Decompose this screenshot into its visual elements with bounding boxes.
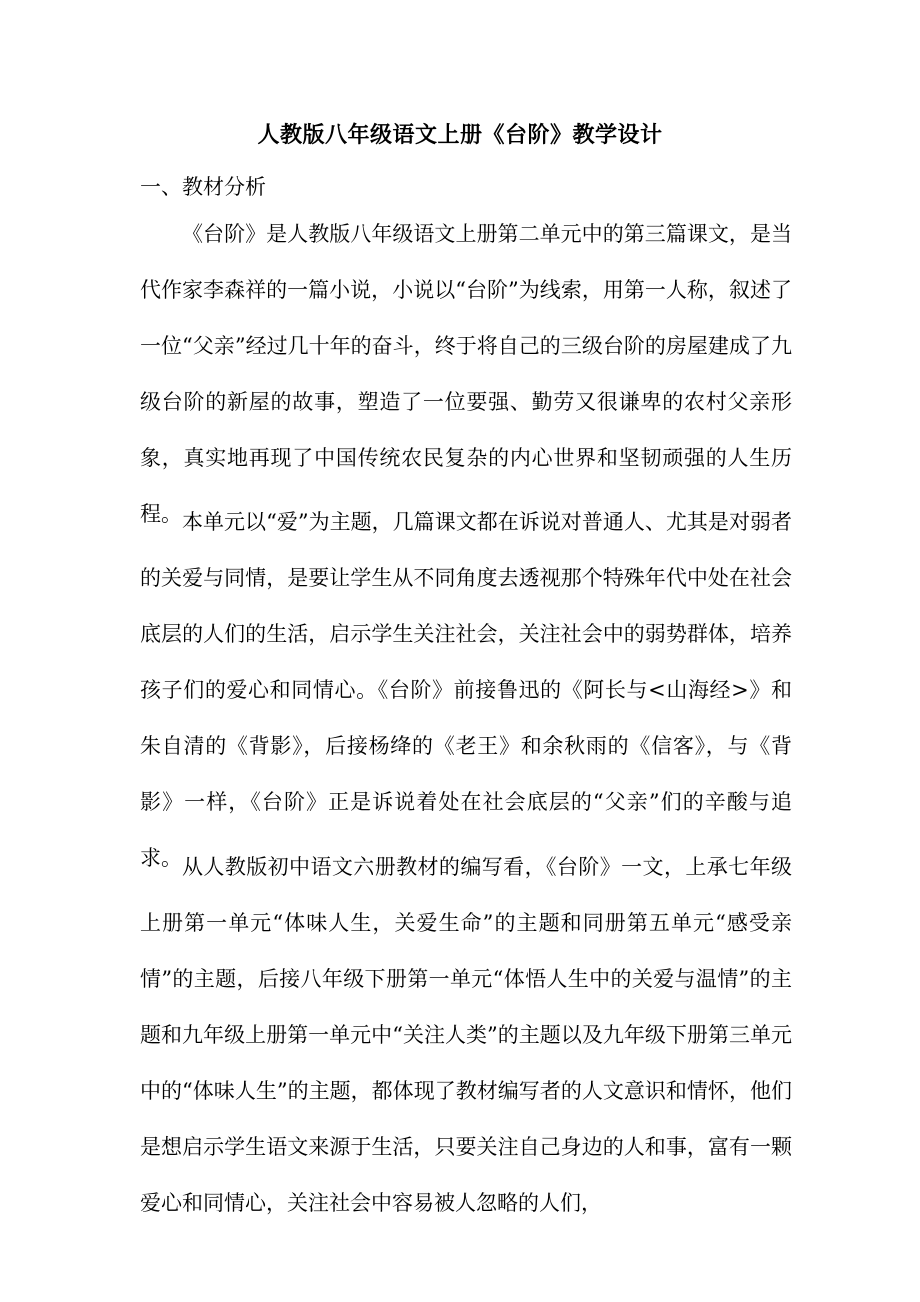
- document-title: 人教版八年级语文上册《台阶》教学设计: [257, 122, 663, 148]
- section-heading-textbook-analysis: 一、教材分析: [140, 175, 266, 199]
- body-paragraph-3: 从人教版初中语文六册教材的编写看，《台阶》一文，上承七年级上册第一单元“体味人生，关爱生命”的主题和同册第五单元“感受亲情”的主题，后接八年级下册第一单元“体悟人生中的关爱与温情”的主题和九年级上册第一单元中“关注人类”的主题以及九年级下册第三单元中的“体味人生”的主题，都体现了教材编写者的人文意识和情怀，他们是想启示学生语文来源于生活，只要关注自己身边的人和事，富有一颗爱心和同情心，关注社会中容易被人忽略的人们，: [140, 855, 792, 1215]
- body-paragraph-2: 本单元以“爱”为主题，几篇课文都在诉说对普通人、尤其是对弱者的关爱与同情，是要让学生从不同角度去透视那个特殊年代中处在社会底层的人们的生活，启示学生关注社会，关注社会中的弱势群体，培养孩子们的爱心和同情心。《台阶》前接鲁迅的《阿长与<山海经>》和朱自清的《背影》，后接杨绛的《老王》和余秋雨的《信客》，与《背影》一样，《台阶》正是诉说着处在社会底层的“父亲”们的辛酸与追求。: [140, 510, 792, 870]
- body-paragraph-1: 《台阶》是人教版八年级语文上册第二单元中的第三篇课文，是当代作家李森祥的一篇小说，小说以“台阶”为线索，用第一人称，叙述了一位“父亲”经过几十年的奋斗，终于将自己的三级台阶的房屋建成了九级台阶的新屋的故事，塑造了一位要强、勤劳又很谦卑的农村父亲形象，真实地再现了中国传统农民复杂的内心世界和坚韧顽强的人生历程。: [140, 222, 792, 526]
